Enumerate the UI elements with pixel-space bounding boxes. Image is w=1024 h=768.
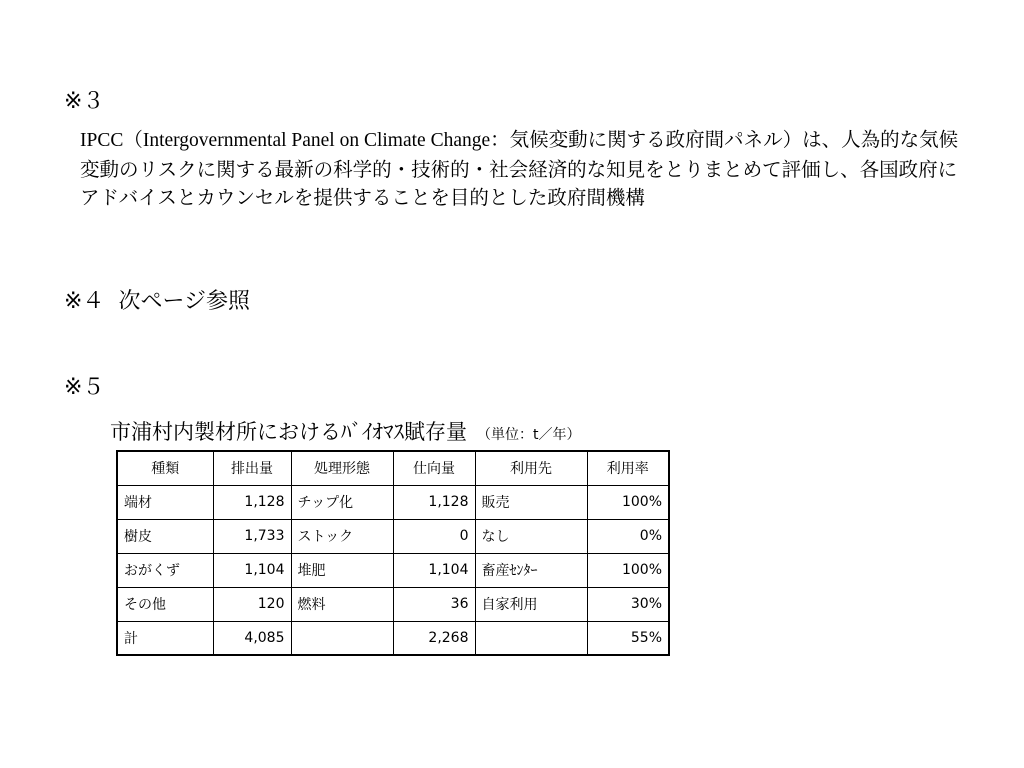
header-cell: 排出量	[213, 451, 291, 485]
table-cell: 畜産ｾﾝﾀｰ	[475, 553, 587, 587]
header-cell: 処理形態	[291, 451, 393, 485]
table-cell: 4,085	[213, 621, 291, 655]
table-cell: 1,733	[213, 519, 291, 553]
header-cell: 仕向量	[393, 451, 475, 485]
table-cell: 自家利用	[475, 587, 587, 621]
table-cell: 2,268	[393, 621, 475, 655]
table-cell: 0	[393, 519, 475, 553]
table-cell: 計	[117, 621, 213, 655]
table-cell: 30%	[587, 587, 669, 621]
table-cell: 販売	[475, 485, 587, 519]
table-cell: 0%	[587, 519, 669, 553]
ipcc-description-ja: 気候変動に関する政府間パネル）は、人為的な気候変動のリスクに関する最新の科学的・技術的・社会経済的な知見をとりまとめて評価し、各国政府にアドバイスとカウンセルを提供することを目的とした政府間機構	[80, 128, 959, 209]
table-cell: その他	[117, 587, 213, 621]
table-title: 市浦村内製材所におけるﾊﾞｲｵﾏｽ賦存量	[110, 420, 467, 444]
table-cell: なし	[475, 519, 587, 553]
table-cell	[475, 621, 587, 655]
biomass-table	[116, 450, 670, 656]
note-4-marker: ※４	[64, 289, 105, 314]
table-cell: チップ化	[291, 485, 393, 519]
table-cell: 120	[213, 587, 291, 621]
table-cell: 端材	[117, 485, 213, 519]
table-cell: 100%	[587, 553, 669, 587]
ipcc-description-en: IPCC（Intergovernmental Panel on Climate Change：	[80, 130, 510, 151]
table-row	[117, 587, 669, 621]
table-cell: 堆肥	[291, 553, 393, 587]
table-cell: 1,104	[213, 553, 291, 587]
table-cell	[291, 621, 393, 655]
header-cell: 利用先	[475, 451, 587, 485]
header-cell: 種類	[117, 451, 213, 485]
note-5-marker: ※５	[64, 375, 105, 400]
table-cell: 1,104	[393, 553, 475, 587]
table-total-row	[117, 621, 669, 655]
ipcc-description	[80, 126, 970, 213]
note-4	[64, 288, 250, 316]
table-row	[117, 519, 669, 553]
table-cell: 樹皮	[117, 519, 213, 553]
table-cell: 1,128	[393, 485, 475, 519]
note-3-marker: ※３	[64, 89, 105, 114]
table-cell: おがくず	[117, 553, 213, 587]
note-4-text: 次ページ参照	[118, 289, 250, 314]
table-row	[117, 553, 669, 587]
table-cell: 55%	[587, 621, 669, 655]
table-row	[117, 485, 669, 519]
table-cell: 36	[393, 587, 475, 621]
table-cell: ストック	[291, 519, 393, 553]
table-cell: 100%	[587, 485, 669, 519]
table-caption	[110, 417, 581, 450]
table-cell: 燃料	[291, 587, 393, 621]
table-header-row	[117, 451, 669, 485]
table-cell: 1,128	[213, 485, 291, 519]
table-unit: （単位：t／年）	[477, 427, 581, 443]
header-cell: 利用率	[587, 451, 669, 485]
